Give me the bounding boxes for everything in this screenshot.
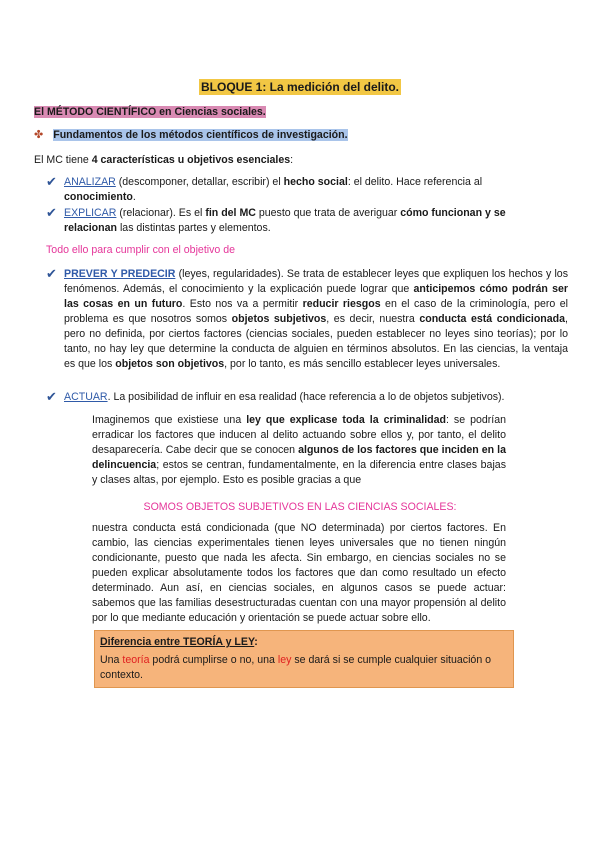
box-text: Una teoría podrá cumplirse o no, una ley se dará si se cumple cualquier situación o contexto. <box>100 654 492 681</box>
checkmark-icon: ✔ <box>46 205 57 220</box>
box-heading: Diferencia entre TEORÍA y LEY: <box>100 636 258 648</box>
checkmark-icon: ✔ <box>46 174 57 189</box>
subsection-heading: ✤ Fundamentos de los métodos científicos de investigación. <box>34 129 348 141</box>
somos-heading: SOMOS OBJETOS SUBJETIVOS EN LAS CIENCIAS SOCIALES: <box>143 501 457 513</box>
item-prever: ✔ PREVER Y PREDECIR (leyes, regularidades). Se trata de establecer leyes que expliquen los hechos y los fenómenos. Además, el conocimiento y la explicación puede lograr que anticipemos cómo podrán ser las cosas en un futuro. Esto nos va a permitir reducir riesgos en el caso de la criminología, pero el problema es que nosotros somos objetos subjetivos, es decir, nuestra conducta está condicionada, pero no definida, por ciertos factores (ciencias sociales, pueden establecer no leyes sino teorías); por lo tanto, no hay ley que determine la conducta de alguien en términos absolutos. En las ciencias, la ventaja es que los objetos son objetivos, por lo tanto, es más sencillo establecer leyes universales. <box>46 266 568 370</box>
pushpin-icon: ✤ <box>34 129 44 141</box>
intro-line: El MC tiene 4 características u objetivos esenciales: <box>34 154 294 166</box>
item-analizar: ✔ ANALIZAR (descomponer, detallar, escribir) el hecho social: el delito. Hace referencia al conocimiento. <box>46 174 483 203</box>
item-explicar: ✔ EXPLICAR (relacionar). Es el fin del MC puesto que trata de averiguar cómo funcionan y se relacionan las distintas partes y elementos. <box>46 205 506 234</box>
item-actuar: ✔ ACTUAR. La posibilidad de influir en esa realidad (hace referencia a lo de objetos subjetivos). <box>46 389 505 404</box>
document-title: BLOQUE 1: La medición del delito. <box>200 80 400 94</box>
checkmark-icon: ✔ <box>46 389 57 404</box>
todo-ello-line: Todo ello para cumplir con el objetivo de <box>46 244 236 256</box>
section-heading: El MÉTODO CIENTÍFICO en Ciencias sociales. <box>34 106 266 118</box>
teoria-ley-box <box>94 630 514 688</box>
imaginemos-paragraph: Imaginemos que existiese una ley que explicase toda la criminalidad: se podrían erradicar los factores que inducen al delito actuando sobre ellos y, por tanto, el delito desaparecería. Cabe decir que se conocen algunos de los factores que inciden en la delincuencia; estos se centran, fundamentalmente, en la diferencia entre clases bajas y clases altas, por ejemplo. Esto es posible gracias a que <box>92 414 507 486</box>
nuestra-paragraph: nuestra conducta está condicionada (que NO determinada) por ciertos factores. En cambio, las ciencias experimentales tienen leyes universales que no tienen ningún condicionante, puesto que nada les afecta. Sin embargo, en ciencias sociales no se pueden explicar absolutamente todos los factores que dan como resultado un efecto determinado. Aun así, en ciencias sociales, en algunos casos se puede actuar: sabemos que las familias desestructuradas cuentan con una mayor propensión al delito por lo que mediante educación y orientación se puede actuar sobre ello. <box>92 522 506 624</box>
checkmark-icon: ✔ <box>46 266 57 281</box>
